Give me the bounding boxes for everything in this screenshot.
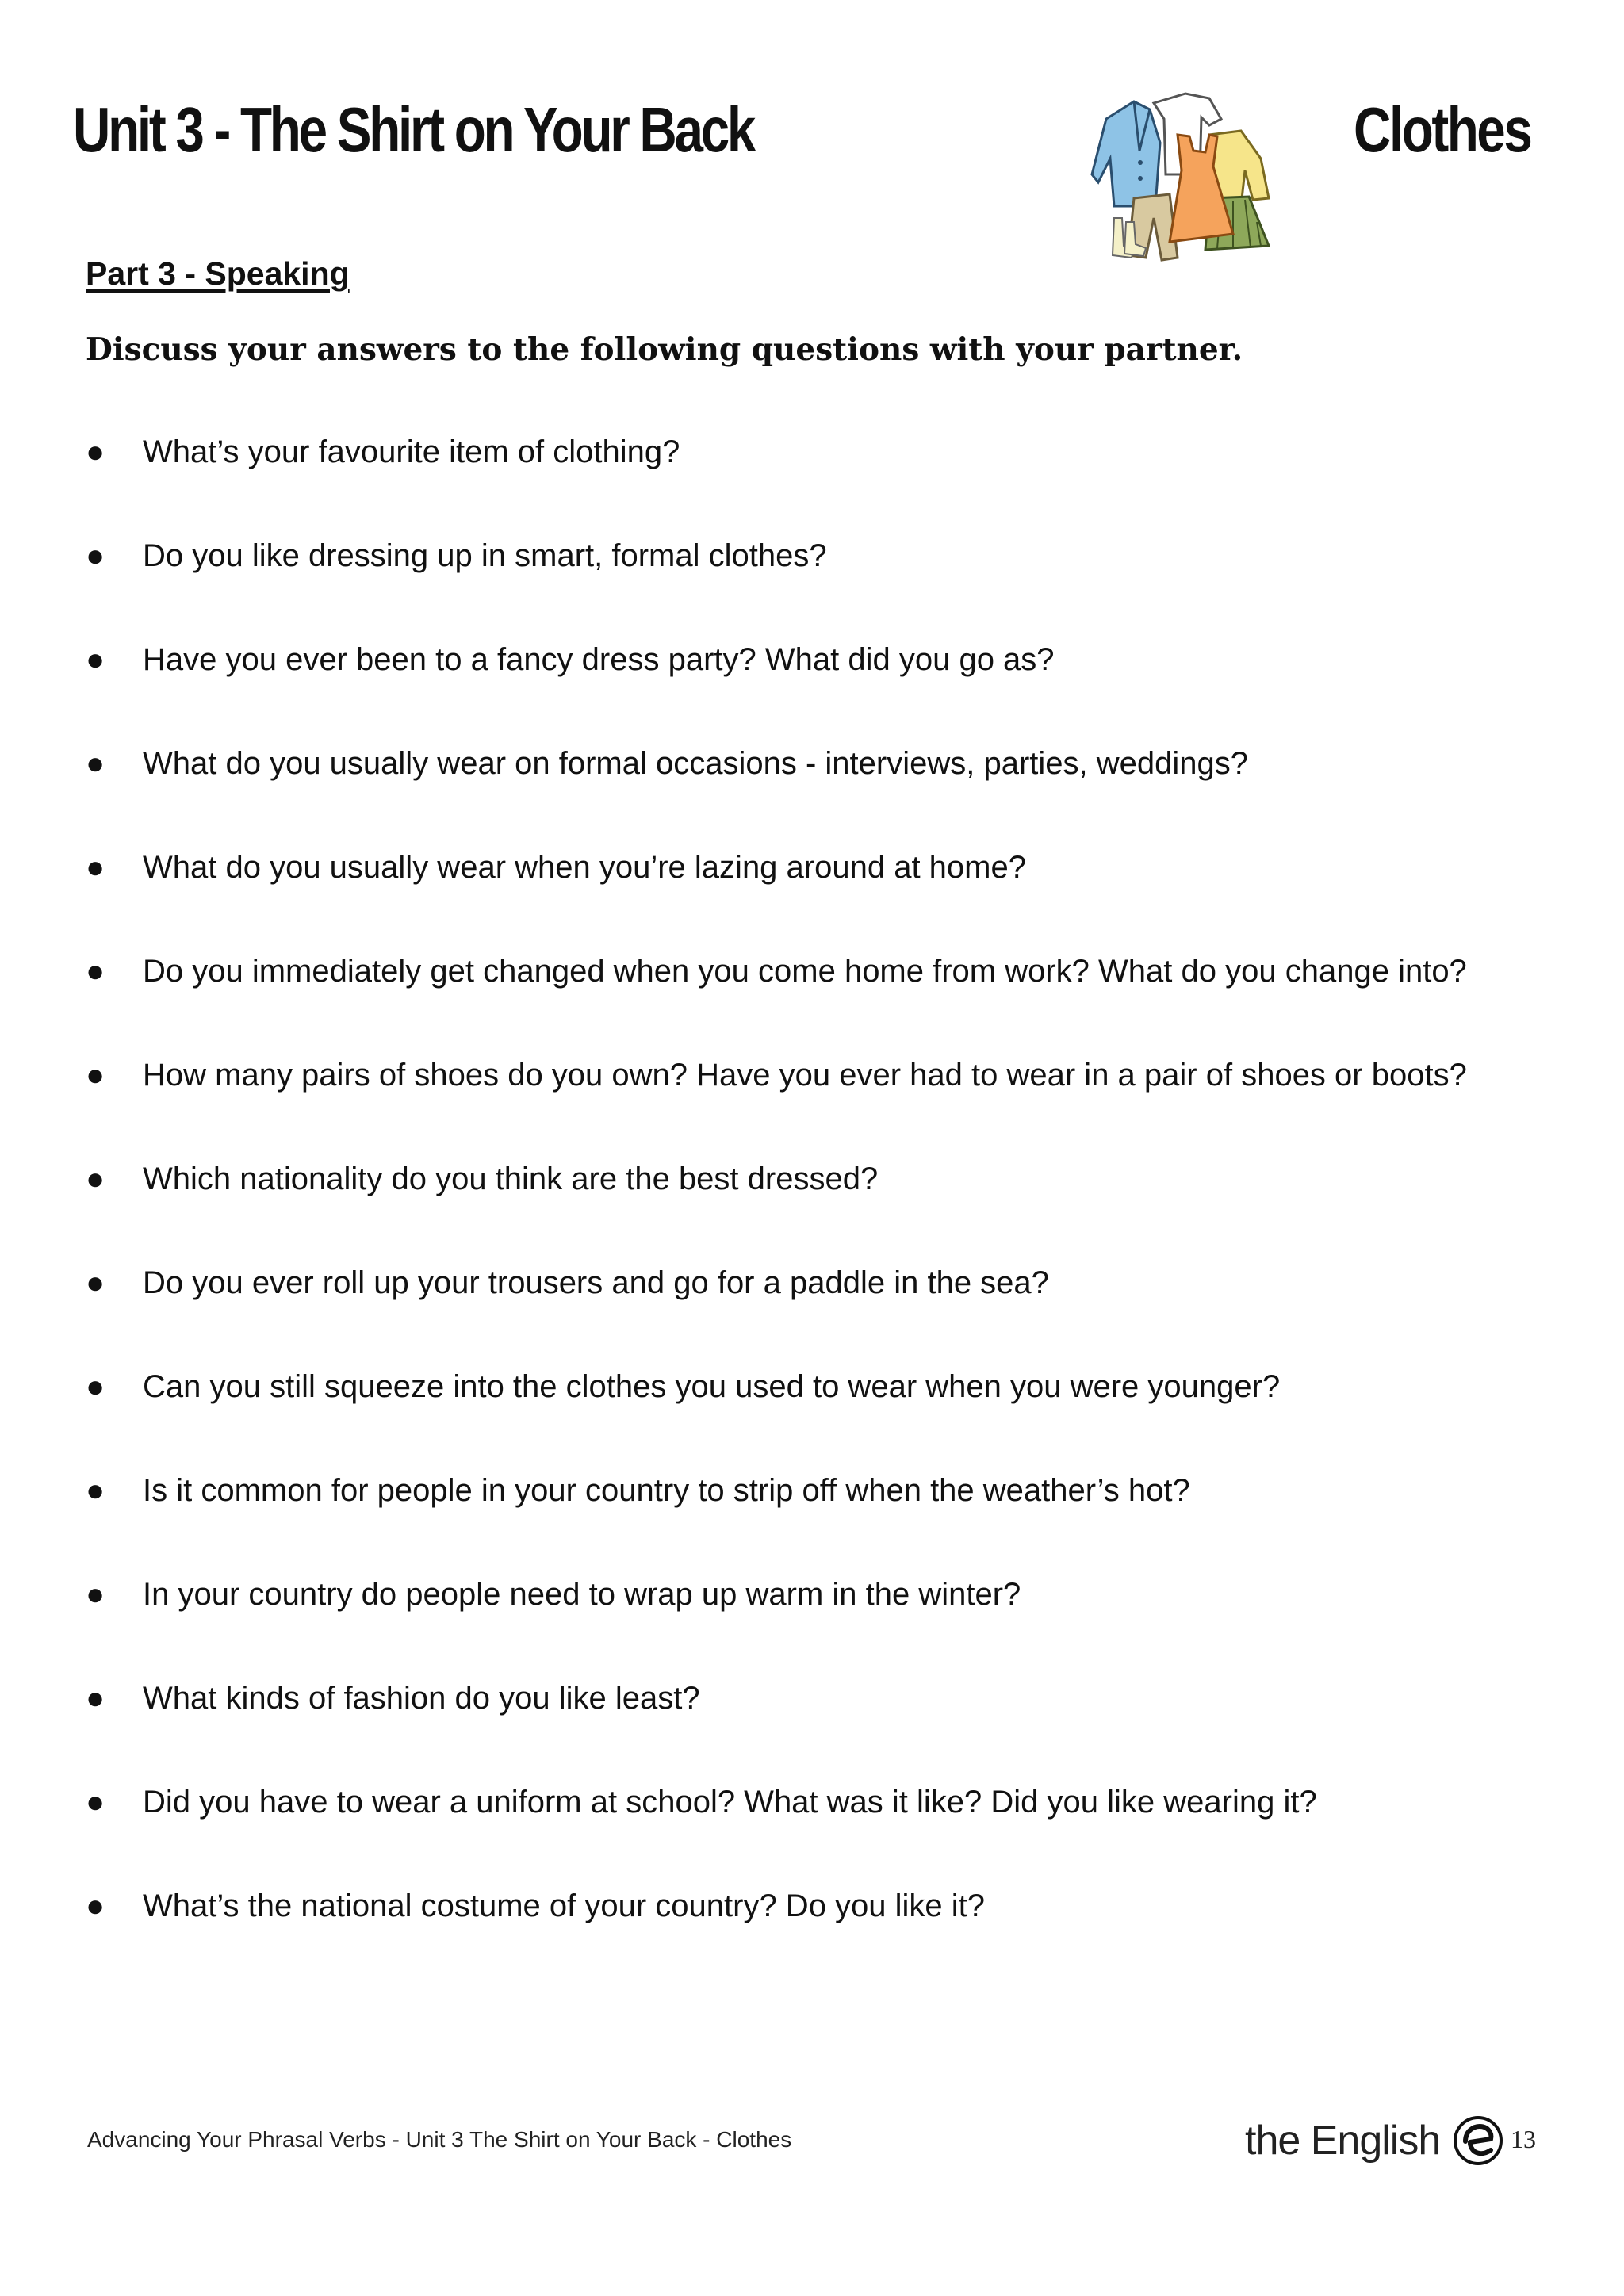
question-text: Do you like dressing up in smart, formal clothes? — [143, 538, 827, 573]
bullet-icon: ● — [86, 538, 105, 573]
question-text: What’s your favourite item of clothing? — [143, 434, 680, 469]
question-item — [86, 1467, 1561, 1571]
question-item — [86, 1882, 1561, 1986]
question-item — [86, 1051, 1561, 1155]
bullet-icon: ● — [86, 1785, 105, 1820]
question-item — [86, 532, 1561, 636]
brand-name: the English — [1245, 2118, 1441, 2164]
bullet-icon: ● — [86, 1369, 105, 1404]
question-item — [86, 1674, 1561, 1778]
bullet-icon: ● — [86, 1577, 105, 1612]
instruction-text: Discuss your answers to the following questions with your partner. — [86, 331, 1243, 368]
bullet-icon: ● — [86, 1058, 105, 1093]
question-item — [86, 740, 1561, 844]
question-text: How many pairs of shoes do you own? Have you ever had to wear in a pair of shoes or boots? — [143, 1058, 1467, 1093]
bullet-icon: ● — [86, 1681, 105, 1716]
unit-title: Unit 3 - The Shirt on Your Back — [73, 94, 754, 165]
question-item — [86, 1571, 1561, 1674]
question-text: Which nationality do you think are the best dressed? — [143, 1161, 879, 1196]
topic-title: Clothes — [1353, 94, 1530, 165]
question-item — [86, 1155, 1561, 1259]
question-item — [86, 947, 1561, 1051]
section-heading: Part 3 - Speaking — [86, 255, 350, 292]
question-item — [86, 1259, 1561, 1363]
question-item — [86, 1363, 1561, 1467]
clothes-pile-icon — [1090, 87, 1281, 270]
bullet-icon: ● — [86, 434, 105, 469]
bullet-icon: ● — [86, 1161, 105, 1196]
question-item — [86, 844, 1561, 947]
bullet-icon: ● — [86, 746, 105, 781]
question-text: Do you ever roll up your trousers and go for a paddle in the sea? — [143, 1265, 1049, 1300]
question-item — [86, 1778, 1561, 1882]
page-number: 13 — [1511, 2125, 1536, 2153]
question-text: Can you still squeeze into the clothes you used to wear when you were younger? — [143, 1369, 1281, 1404]
bullet-icon: ● — [86, 1888, 105, 1923]
bullet-icon: ● — [86, 1265, 105, 1300]
bullet-icon: ● — [86, 1473, 105, 1508]
question-text: Do you immediately get changed when you come home from work? What do you change into? — [143, 954, 1467, 989]
question-item — [86, 636, 1561, 740]
bullet-icon: ● — [86, 954, 105, 989]
question-text: What kinds of fashion do you like least? — [143, 1681, 700, 1716]
footer-text: Advancing Your Phrasal Verbs - Unit 3 The Shirt on Your Back - Clothes — [87, 2127, 792, 2152]
bullet-icon: ● — [86, 850, 105, 885]
question-text: Have you ever been to a fancy dress party? What did you go as? — [143, 642, 1055, 677]
question-text: What do you usually wear when you’re lazing around at home? — [143, 850, 1026, 885]
question-text: In your country do people need to wrap up warm in the winter? — [143, 1577, 1021, 1612]
question-text: Did you have to wear a uniform at school? What was it like? Did you like wearing it? — [143, 1785, 1317, 1820]
question-list — [86, 428, 1561, 1986]
question-text: What do you usually wear on formal occasions - interviews, parties, weddings? — [143, 746, 1248, 781]
question-text: Is it common for people in your country to strip off when the weather’s hot? — [143, 1473, 1190, 1508]
question-text: What’s the national costume of your country? Do you like it? — [143, 1888, 986, 1923]
e-logo-icon — [1453, 2115, 1503, 2166]
bullet-icon: ● — [86, 642, 105, 677]
question-item — [86, 428, 1561, 532]
brand — [1245, 2115, 1503, 2166]
